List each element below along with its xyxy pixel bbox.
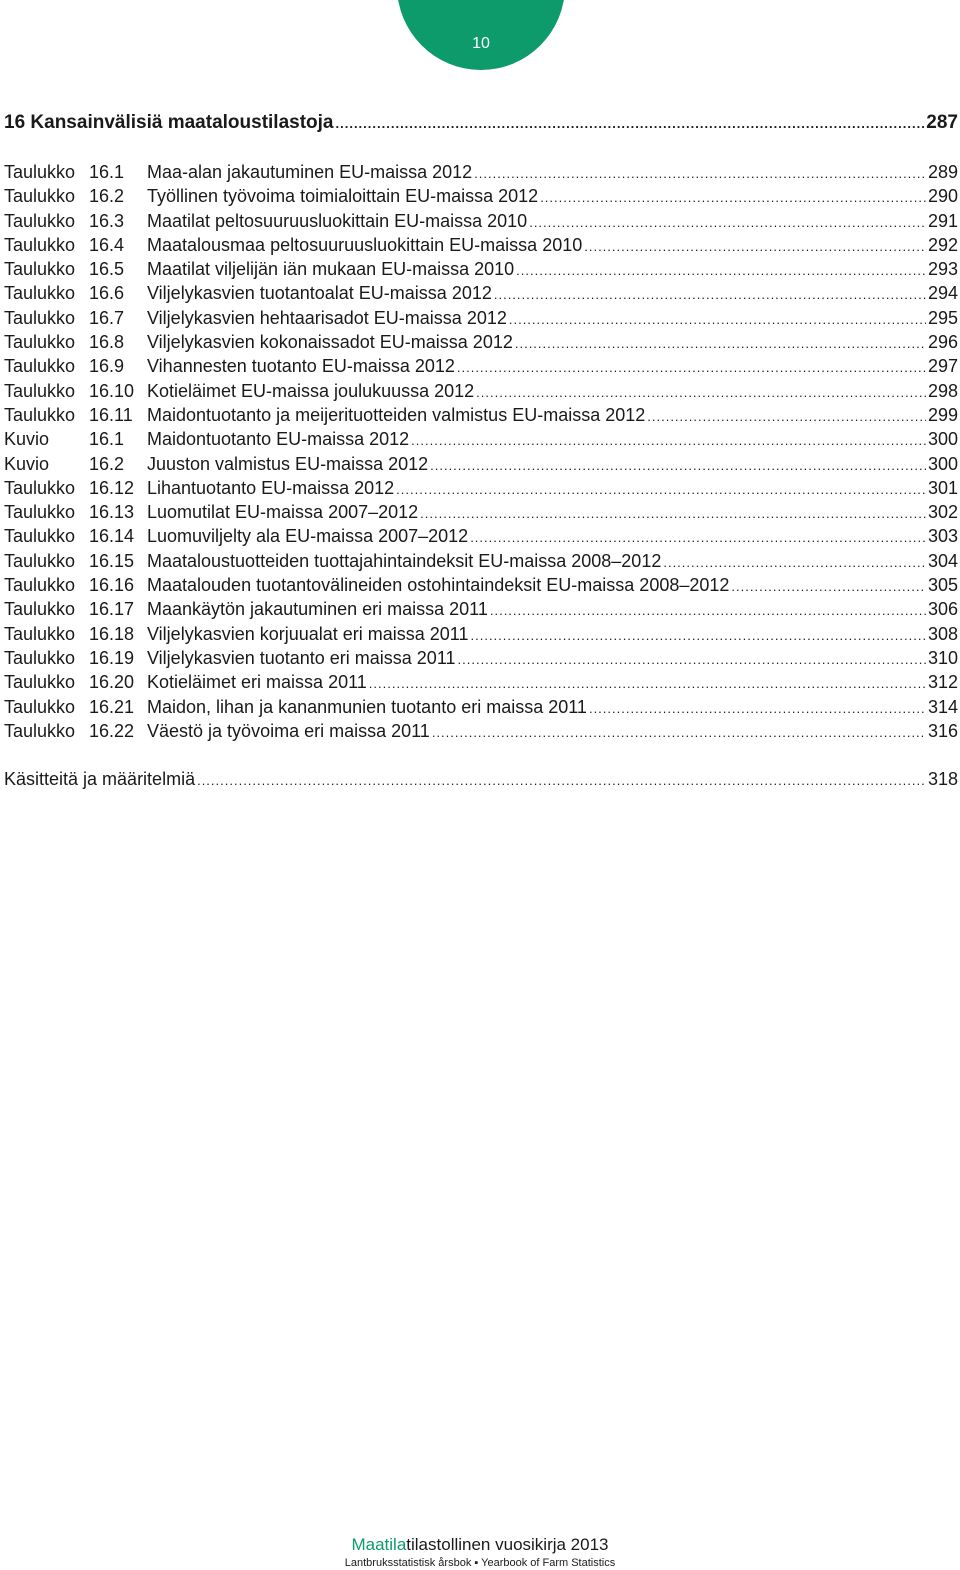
entry-page: 310 — [927, 647, 958, 668]
dot-leader — [509, 308, 926, 332]
footer-brand: Maatila — [351, 1535, 407, 1554]
entry-title: Viljelykasvien korjuualat eri maissa 2011 — [147, 623, 469, 644]
entry-page: 291 — [927, 210, 958, 231]
entry-type: Taulukko — [4, 526, 76, 547]
dot-leader — [529, 211, 926, 235]
dot-leader — [476, 381, 926, 405]
dot-leader — [663, 551, 926, 575]
toc-entry[interactable] — [4, 597, 958, 621]
entry-number: 16.3 — [89, 210, 125, 231]
dot-leader — [430, 454, 926, 478]
entry-page: 293 — [927, 259, 958, 280]
entry-title: Maidontuotanto ja meijerituotteiden valmistus EU-maissa 2012 — [147, 404, 646, 425]
entry-title: Maatilat peltosuuruusluokittain EU-maissa 2010 — [147, 210, 528, 231]
entry-number: 16.4 — [89, 234, 125, 255]
entry-type: Taulukko — [4, 720, 76, 741]
toc-entry[interactable] — [4, 646, 958, 670]
entry-type: Taulukko — [4, 477, 76, 498]
toc-entry[interactable] — [4, 330, 958, 354]
entry-number: 16.1 — [89, 162, 125, 182]
entry-number: 16.21 — [89, 696, 135, 717]
toc-entry[interactable] — [4, 622, 958, 646]
entry-title: Kotieläimet eri maissa 2011 — [147, 672, 367, 693]
entry-number: 16.9 — [89, 356, 125, 377]
entry-number: 16.10 — [89, 380, 135, 401]
entry-title: Maatalousmaa peltosuuruusluokittain EU-maissa 2010 — [147, 234, 583, 255]
toc-entry[interactable] — [4, 306, 958, 330]
appendix-entry[interactable] — [4, 767, 958, 793]
entry-page: 296 — [927, 332, 958, 353]
entry-number: 16.5 — [89, 259, 125, 280]
appendix-title: Käsitteitä ja määritelmiä — [4, 769, 196, 790]
footer-title-rest: tilastollinen vuosikirja 2013 — [406, 1535, 609, 1554]
toc-entry[interactable] — [4, 281, 958, 305]
dot-leader — [336, 112, 925, 136]
entry-type: Taulukko — [4, 356, 76, 377]
entry-number: 16.12 — [89, 477, 135, 498]
entry-type: Taulukko — [4, 259, 76, 280]
dot-leader — [540, 186, 926, 210]
entry-number: 16.11 — [89, 404, 133, 425]
entry-title: Maankäytön jakautuminen eri maissa 2011 — [147, 599, 488, 620]
entry-type: Taulukko — [4, 162, 76, 182]
entry-number: 16.20 — [89, 672, 135, 693]
entry-page: 303 — [927, 526, 958, 547]
toc-entry[interactable] — [4, 427, 958, 451]
entry-page: 306 — [927, 599, 958, 620]
entry-page: 316 — [927, 720, 958, 741]
entry-number: 16.13 — [89, 502, 135, 523]
chapter-page: 287 — [926, 112, 958, 133]
entry-number: 16.6 — [89, 283, 125, 304]
entry-page: 289 — [927, 162, 958, 182]
entry-page: 295 — [927, 307, 958, 328]
entry-page: 294 — [927, 283, 958, 304]
dot-leader — [471, 624, 926, 648]
entry-type: Taulukko — [4, 623, 76, 644]
toc-entry[interactable] — [4, 719, 958, 743]
toc-entry[interactable] — [4, 184, 958, 208]
page-footer — [0, 1534, 960, 1570]
dot-leader — [731, 575, 926, 599]
chapter-title: 16 Kansainvälisiä maataloustilastoja — [4, 112, 334, 133]
toc-entry[interactable] — [4, 524, 958, 548]
entry-page: 300 — [927, 453, 958, 474]
entry-type: Taulukko — [4, 380, 76, 401]
entry-number: 16.7 — [89, 307, 125, 328]
entry-title: Viljelykasvien tuotantoalat EU-maissa 2012 — [147, 283, 492, 304]
entry-type: Taulukko — [4, 404, 76, 425]
footer-title — [0, 1534, 960, 1556]
dot-leader — [411, 429, 926, 453]
dot-leader — [458, 648, 926, 672]
dot-leader — [515, 332, 926, 356]
entry-title: Luomuviljelty ala EU-maissa 2007–2012 — [147, 526, 469, 547]
dot-leader — [432, 721, 926, 745]
entry-page: 308 — [927, 623, 958, 644]
entry-type: Taulukko — [4, 234, 76, 255]
toc-entry[interactable] — [4, 573, 958, 597]
entry-title: Maidontuotanto EU-maissa 2012 — [147, 429, 410, 450]
entry-type: Taulukko — [4, 550, 76, 571]
entry-title: Lihantuotanto EU-maissa 2012 — [147, 477, 395, 498]
entry-type: Taulukko — [4, 307, 76, 328]
toc-entry[interactable] — [4, 500, 958, 524]
entry-title: Vihannesten tuotanto EU-maissa 2012 — [147, 356, 455, 377]
entry-title: Maatalouden tuotantovälineiden ostohintaindeksit EU-maissa 2008–2012 — [147, 575, 730, 596]
entry-title: Maidon, lihan ja kananmunien tuotanto eri maissa 2011 — [147, 696, 587, 717]
toc-entry[interactable] — [4, 695, 958, 719]
entry-page: 292 — [927, 234, 958, 255]
entry-number: 16.19 — [89, 647, 135, 668]
toc-entry[interactable] — [4, 403, 958, 427]
entry-type: Taulukko — [4, 332, 76, 353]
entry-page: 302 — [927, 502, 958, 523]
entry-number: 16.8 — [89, 332, 125, 353]
toc-entry[interactable] — [4, 549, 958, 573]
entry-number: 16.17 — [89, 599, 135, 620]
toc-entry[interactable] — [4, 476, 958, 500]
toc-entry[interactable] — [4, 452, 958, 476]
dot-leader — [420, 502, 926, 526]
entry-title: Maa-alan jakautuminen EU-maissa 2012 — [147, 162, 473, 182]
entry-type: Taulukko — [4, 599, 76, 620]
entry-page: 304 — [927, 550, 958, 571]
toc-entry[interactable] — [4, 354, 958, 378]
dot-leader — [474, 162, 926, 186]
chapter-heading[interactable] — [4, 111, 958, 136]
toc-entry[interactable] — [4, 233, 958, 257]
entry-type: Taulukko — [4, 575, 76, 596]
toc-entry[interactable] — [4, 160, 958, 184]
table-of-contents — [4, 111, 958, 793]
entry-number: 16.2 — [89, 453, 125, 474]
entry-title: Maataloustuotteiden tuottajahintaindeksit EU-maissa 2008–2012 — [147, 550, 662, 571]
dot-leader — [516, 259, 926, 283]
entry-type: Kuvio — [4, 429, 50, 450]
dot-leader — [647, 405, 926, 429]
entry-type: Taulukko — [4, 647, 76, 668]
entry-page: 314 — [927, 696, 958, 717]
entry-page: 300 — [927, 429, 958, 450]
dot-leader — [589, 697, 926, 721]
entry-title: Luomutilat EU-maissa 2007–2012 — [147, 502, 419, 523]
entry-title: Väestö ja työvoima eri maissa 2011 — [147, 720, 430, 741]
toc-entry[interactable] — [4, 670, 958, 694]
entry-type: Taulukko — [4, 283, 76, 304]
entry-type: Kuvio — [4, 453, 50, 474]
entry-type: Taulukko — [4, 696, 76, 717]
entry-title: Viljelykasvien kokonaissadot EU-maissa 2012 — [147, 332, 513, 353]
entry-number: 16.2 — [89, 186, 125, 207]
page-number: 10 — [472, 35, 490, 52]
entry-number: 16.15 — [89, 550, 135, 571]
entry-number: 16.22 — [89, 720, 135, 741]
dot-leader — [490, 599, 926, 623]
entry-title: Kotieläimet EU-maissa joulukuussa 2012 — [147, 380, 475, 401]
entry-title: Maatilat viljelijän iän mukaan EU-maissa 2010 — [147, 259, 515, 280]
dot-leader — [396, 478, 926, 502]
entry-title: Juuston valmistus EU-maissa 2012 — [147, 453, 429, 474]
entry-number: 16.16 — [89, 575, 135, 596]
entry-page: 301 — [927, 477, 958, 498]
footer-subtitle: Lantbruksstatistisk årsbok ▪ Yearbook of Farm Statistics — [344, 1557, 616, 1569]
dot-leader — [470, 526, 926, 550]
dot-leader — [457, 356, 926, 380]
toc-entry[interactable] — [4, 257, 958, 281]
toc-entry[interactable] — [4, 209, 958, 233]
dot-leader — [197, 769, 926, 793]
entry-page: 297 — [927, 356, 958, 377]
toc-entries — [4, 160, 958, 743]
dot-leader — [584, 235, 926, 259]
entry-title: Viljelykasvien hehtaarisadot EU-maissa 2012 — [147, 307, 507, 328]
appendix-page: 318 — [927, 769, 958, 790]
dot-leader — [369, 672, 926, 696]
entry-page: 290 — [927, 186, 958, 207]
entry-number: 16.14 — [89, 526, 135, 547]
entry-page: 305 — [927, 575, 958, 596]
entry-page: 312 — [927, 672, 958, 693]
entry-type: Taulukko — [4, 502, 76, 523]
entry-number: 16.18 — [89, 623, 135, 644]
entry-type: Taulukko — [4, 672, 76, 693]
entry-type: Taulukko — [4, 210, 76, 231]
entry-number: 16.1 — [89, 429, 125, 450]
toc-entry[interactable] — [4, 379, 958, 403]
entry-type: Taulukko — [4, 186, 76, 207]
entry-title: Työllinen työvoima toimialoittain EU-maissa 2012 — [147, 186, 539, 207]
entry-page: 299 — [927, 404, 958, 425]
dot-leader — [494, 283, 926, 307]
entry-page: 298 — [927, 380, 958, 401]
entry-title: Viljelykasvien tuotanto eri maissa 2011 — [147, 647, 456, 668]
